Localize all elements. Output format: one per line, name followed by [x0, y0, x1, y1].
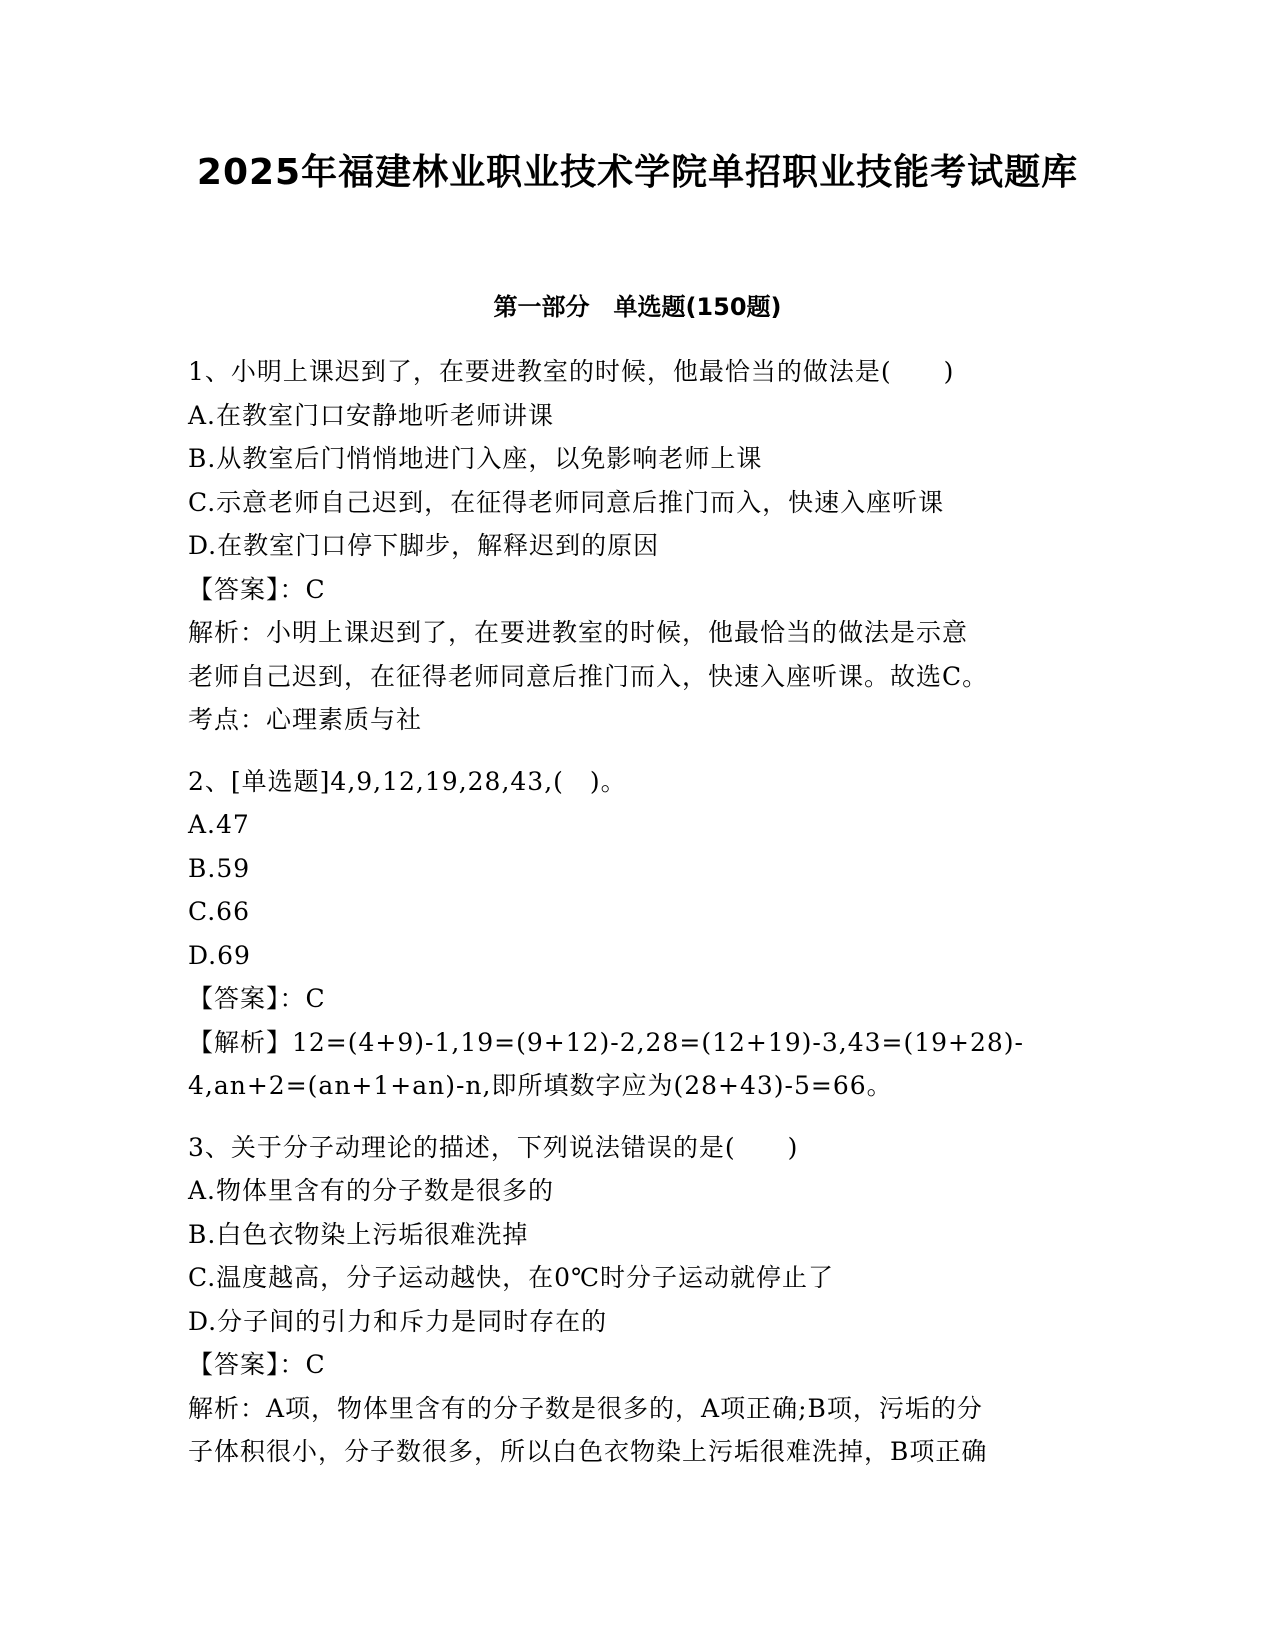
option-a: A.47 — [188, 810, 250, 839]
explanation-line: 老师自己迟到，在征得老师同意后推门而入，快速入座听课。故选C。 — [188, 661, 989, 691]
question-stem: 3、关于分子动理论的描述，下列说法错误的是( ) — [188, 1132, 799, 1162]
question-1 — [188, 350, 1088, 742]
answer-line: 【答案】：C — [188, 984, 326, 1013]
question-stem: 1、小明上课迟到了，在要进教室的时候，他最恰当的做法是( ) — [188, 357, 955, 386]
explanation-line: 解析：小明上课迟到了，在要进教室的时候，他最恰当的做法是示意 — [188, 618, 969, 647]
section-title: 第一部分 单选题(150题) — [493, 293, 782, 321]
question-3 — [188, 1126, 1088, 1474]
option-b: B.59 — [188, 853, 251, 883]
question-list — [188, 350, 1088, 1474]
option-c: C.66 — [188, 897, 250, 926]
option-d: D.69 — [188, 940, 251, 970]
option-b: B.从教室后门悄悄地进门入座，以免影响老师上课 — [188, 444, 763, 473]
document-title: 2025年福建林业职业技术学院单招职业技能考试题库 — [196, 152, 1079, 193]
option-a: A.物体里含有的分子数是很多的 — [188, 1176, 555, 1205]
question-2 — [188, 760, 1088, 1108]
explanation-line: 考点：心理素质与社 — [188, 705, 423, 734]
explanation-line: 子体积很小，分子数很多，所以白色衣物染上污垢很难洗掉，B项正确 — [188, 1437, 988, 1466]
answer-line: 【答案】：C — [188, 574, 326, 604]
answer-line: 【答案】：C — [188, 1350, 326, 1379]
option-b: B.白色衣物染上污垢很难洗掉 — [188, 1219, 529, 1249]
option-c: C.示意老师自己迟到，在征得老师同意后推门而入，快速入座听课 — [188, 487, 945, 517]
question-spacer — [188, 1108, 1088, 1126]
question-spacer — [188, 742, 1088, 760]
option-d: D.分子间的引力和斥力是同时存在的 — [188, 1306, 608, 1336]
explanation-line: 解析：A项，物体里含有的分子数是很多的，A项正确;B项，污垢的分 — [188, 1393, 983, 1423]
explanation-line: 4,an+2=(an+1+an)-n,即所填数字应为(28+43)-5=66。 — [188, 1071, 893, 1100]
option-d: D.在教室门口停下脚步，解释迟到的原因 — [188, 531, 660, 560]
question-stem: 2、[单选题]4,9,12,19,28,43,( )。 — [188, 766, 627, 796]
option-c: C.温度越高，分子运动越快，在0℃时分子运动就停止了 — [188, 1263, 835, 1292]
explanation-line: 【解析】12=(4+9)-1,19=(9+12)-2,28=(12+19)-3,43=(19+28)- — [188, 1027, 1024, 1057]
option-a: A.在教室门口安静地听老师讲课 — [188, 400, 555, 430]
